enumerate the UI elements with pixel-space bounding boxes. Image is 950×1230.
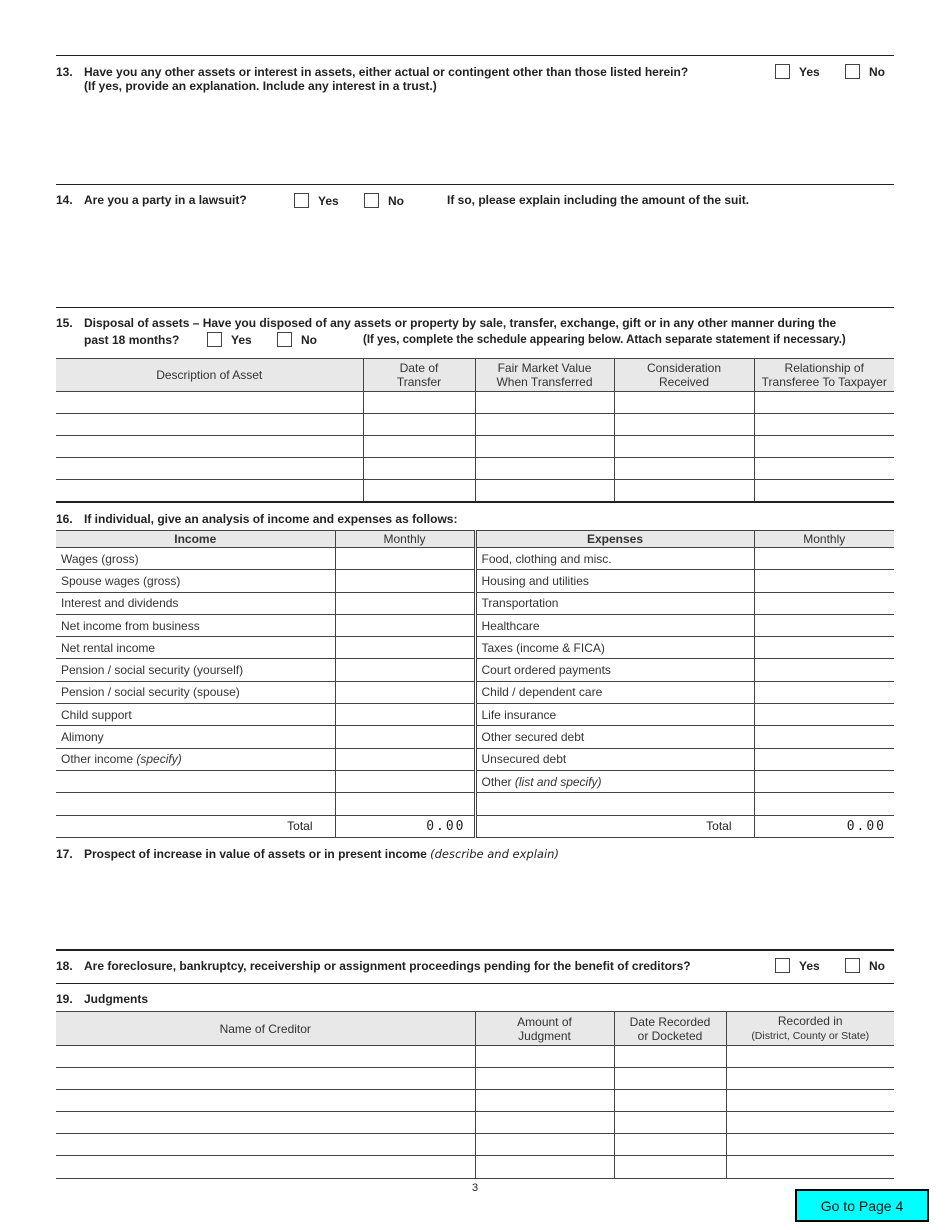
transfer-date-input[interactable] — [364, 440, 475, 454]
date-recorded-input[interactable] — [615, 1072, 726, 1086]
expense-label-text: Life insurance — [481, 707, 557, 722]
income-monthly-input[interactable] — [336, 619, 474, 633]
judgment-amount-input[interactable] — [476, 1116, 614, 1130]
consideration-input[interactable] — [615, 462, 754, 476]
income-monthly-input[interactable] — [336, 552, 474, 566]
income-label-text: Other income — [61, 752, 137, 767]
fmv-input[interactable] — [476, 396, 614, 410]
expense-monthly-header: Monthly — [754, 531, 894, 548]
date-recorded-input[interactable] — [615, 1138, 726, 1152]
creditor-name-input[interactable] — [56, 1116, 475, 1130]
income-label-text: Alimony — [61, 730, 104, 745]
expense-label — [477, 730, 754, 744]
judgments-table — [56, 1011, 894, 1179]
expense-monthly-input[interactable] — [755, 552, 895, 566]
income-header: Income — [56, 531, 335, 548]
expense-label — [477, 708, 754, 722]
relationship-input[interactable] — [755, 462, 895, 476]
asset-description-input[interactable] — [56, 483, 363, 497]
relationship-input[interactable] — [755, 396, 895, 410]
income-label — [56, 685, 335, 699]
expense-monthly-input[interactable] — [755, 596, 895, 610]
expense-label-text: Unsecured debt — [481, 752, 567, 767]
table-row — [56, 1112, 894, 1134]
totals-row — [56, 815, 894, 837]
judgment-amount-input[interactable] — [476, 1072, 614, 1086]
transfer-date-input[interactable] — [364, 483, 475, 497]
recorded-in-input[interactable] — [727, 1138, 895, 1152]
q14-no-checkbox[interactable]: No — [364, 193, 404, 208]
expense-label — [477, 775, 754, 789]
income-monthly-input[interactable] — [336, 663, 474, 677]
creditor-name-input[interactable] — [56, 1072, 475, 1086]
expenses-header: Expenses — [475, 531, 754, 548]
expense-label-hint: (list and specify) — [514, 774, 602, 789]
income-monthly-input[interactable] — [336, 574, 474, 588]
checkbox-box[interactable] — [775, 958, 790, 973]
income-label — [56, 574, 335, 588]
expense-label-text: Taxes (income & FICA) — [481, 640, 605, 655]
expense-label-text: Transportation — [481, 596, 559, 611]
expense-label — [477, 641, 754, 655]
judgment-amount-input[interactable] — [476, 1094, 614, 1108]
expense-label — [477, 552, 754, 566]
income-monthly-input[interactable] — [336, 730, 474, 744]
income-label-text: Spouse wages (gross) — [61, 573, 181, 588]
relationship-input[interactable] — [755, 483, 895, 497]
creditor-name-input[interactable] — [56, 1094, 475, 1108]
col-fair-market-value: Fair Market Value When Transferred — [475, 359, 614, 392]
expense-monthly-input[interactable] — [755, 708, 895, 722]
fmv-input[interactable] — [476, 483, 614, 497]
expense-label-text: Food, clothing and misc. — [481, 551, 612, 566]
checkbox-box[interactable] — [207, 332, 222, 347]
expense-monthly-input[interactable] — [755, 663, 895, 677]
transfer-date-input[interactable] — [364, 396, 475, 410]
expense-monthly-input[interactable] — [755, 641, 895, 655]
expense-monthly-input[interactable] — [755, 619, 895, 633]
income-expense-row — [56, 681, 894, 703]
table-row — [56, 1046, 894, 1068]
q17-text: 17. Prospect of increase in value of assets or in present income (describe and explain) — [56, 847, 559, 861]
date-recorded-input[interactable] — [615, 1116, 726, 1130]
page-number: 3 — [471, 1182, 479, 1194]
income-expense-row — [56, 704, 894, 726]
income-monthly-input[interactable] — [336, 775, 474, 789]
checkbox-box[interactable] — [364, 193, 379, 208]
income-total-value: 0.00 — [335, 815, 475, 837]
date-recorded-input[interactable] — [615, 1160, 726, 1174]
expense-label-text: Other secured debt — [481, 730, 585, 745]
creditor-name-input[interactable] — [56, 1160, 475, 1174]
q15-no-checkbox[interactable]: No — [277, 332, 317, 347]
expense-monthly-input[interactable] — [755, 752, 895, 766]
date-recorded-input[interactable] — [615, 1050, 726, 1064]
expense-label-text: Healthcare — [481, 618, 540, 633]
q13-subtext: (If yes, provide an explanation. Include any interest in a trust.) — [84, 79, 437, 93]
divider — [56, 307, 894, 308]
judgment-amount-input[interactable] — [476, 1160, 614, 1174]
income-expense-row — [56, 793, 894, 815]
date-recorded-input[interactable] — [615, 1094, 726, 1108]
income-monthly-input[interactable] — [336, 797, 474, 811]
q15-text: 15. Disposal of assets – Have you disposed of any assets or property by sale, transfer, exchange, gift or in any other manner during the — [56, 316, 837, 330]
relationship-input[interactable] — [755, 440, 895, 454]
expense-label-text: Court ordered payments — [481, 663, 611, 678]
income-expense-table — [56, 530, 894, 838]
recorded-in-input[interactable] — [727, 1160, 895, 1174]
col-recorded-in: Recorded in (District, County or State) — [726, 1012, 894, 1046]
q14-text: 14. Are you a party in a lawsuit? — [56, 193, 247, 207]
q17-explanation-field[interactable] — [56, 866, 894, 946]
income-label — [56, 752, 335, 766]
transfer-date-input[interactable] — [364, 418, 475, 432]
table-row — [56, 1134, 894, 1156]
col-date-of-transfer: Date of Transfer — [363, 359, 475, 392]
expense-label — [477, 574, 754, 588]
income-label — [56, 708, 335, 722]
income-expense-row — [56, 748, 894, 770]
asset-description-input[interactable] — [56, 396, 363, 410]
q16-text: 16. If individual, give an analysis of income and expenses as follows: — [56, 512, 458, 526]
expense-label — [477, 619, 754, 633]
fmv-input[interactable] — [476, 418, 614, 432]
checkbox-box[interactable] — [775, 64, 790, 79]
income-label — [56, 552, 335, 566]
income-monthly-input[interactable] — [336, 641, 474, 655]
income-expense-row — [56, 592, 894, 614]
expense-label — [477, 596, 754, 610]
income-monthly-input[interactable] — [336, 596, 474, 610]
table-row — [56, 458, 894, 480]
q13-no-checkbox[interactable]: No — [845, 64, 885, 79]
go-to-page-4-button[interactable]: Go to Page 4 — [795, 1189, 929, 1222]
table-row — [56, 1156, 894, 1179]
checkbox-box[interactable] — [294, 193, 309, 208]
table-row — [56, 414, 894, 436]
recorded-in-input[interactable] — [727, 1050, 895, 1064]
judgment-amount-input[interactable] — [476, 1050, 614, 1064]
income-total-label: Total — [56, 815, 335, 837]
disposal-table — [56, 358, 894, 503]
checkbox-box[interactable] — [845, 64, 860, 79]
col-consideration: Consideration Received — [614, 359, 754, 392]
divider — [56, 949, 894, 951]
q15-note: (If yes, complete the schedule appearing below. Attach separate statement if necessary.) — [363, 334, 846, 346]
asset-description-input[interactable] — [56, 462, 363, 476]
relationship-input[interactable] — [755, 418, 895, 432]
income-label-text: Net income from business — [61, 618, 200, 633]
income-label-text: Pension / social security (spouse) — [61, 685, 240, 700]
income-label-text: Child support — [61, 707, 132, 722]
income-label — [56, 619, 335, 633]
asset-description-input[interactable] — [56, 440, 363, 454]
q15-yes-checkbox[interactable]: Yes — [207, 332, 252, 347]
col-creditor: Name of Creditor — [56, 1012, 475, 1046]
income-expense-row — [56, 659, 894, 681]
income-monthly-header: Monthly — [335, 531, 475, 548]
recorded-in-input[interactable] — [727, 1116, 895, 1130]
col-amount: Amount of Judgment — [475, 1012, 614, 1046]
col-description: Description of Asset — [56, 359, 363, 392]
table-row — [56, 1068, 894, 1090]
income-label-text: Pension / social security (yourself) — [61, 663, 244, 678]
q19-text: 19. Judgments — [56, 992, 149, 1006]
income-label-text: Interest and dividends — [61, 596, 179, 611]
table-row — [56, 480, 894, 502]
expense-label — [477, 752, 754, 766]
income-label — [56, 730, 335, 744]
judgment-amount-input[interactable] — [476, 1138, 614, 1152]
q13-text: 13. Have you any other assets or interest in assets, either actual or contingent other than those listed herein? — [56, 65, 689, 79]
recorded-in-input[interactable] — [727, 1094, 895, 1108]
income-label — [56, 663, 335, 677]
expense-label-text: Other — [481, 774, 515, 789]
q18-yes-checkbox[interactable]: Yes — [775, 958, 820, 973]
income-label — [56, 641, 335, 655]
expense-monthly-input[interactable] — [755, 685, 895, 699]
expense-label — [477, 663, 754, 677]
q14-yes-checkbox[interactable]: Yes — [294, 193, 339, 208]
income-expense-row — [56, 637, 894, 659]
expense-monthly-input[interactable] — [755, 797, 895, 811]
income-expense-row — [56, 770, 894, 792]
recorded-in-input[interactable] — [727, 1072, 895, 1086]
expense-total-label: Total — [475, 815, 754, 837]
transfer-date-input[interactable] — [364, 462, 475, 476]
divider — [56, 983, 894, 984]
income-expense-row — [56, 570, 894, 592]
expense-monthly-input[interactable] — [755, 775, 895, 789]
table-row — [56, 1090, 894, 1112]
expense-monthly-input[interactable] — [755, 574, 895, 588]
creditor-name-input[interactable] — [56, 1138, 475, 1152]
checkbox-box[interactable] — [277, 332, 292, 347]
income-label-hint: (specify) — [136, 752, 182, 767]
col-date-recorded: Date Recorded or Docketed — [614, 1012, 726, 1046]
income-label-text: Net rental income — [61, 640, 156, 655]
q14-explanation-field[interactable] — [56, 212, 894, 304]
q18-text: 18. Are foreclosure, bankruptcy, receivership or assignment proceedings pending for the benefit of creditors? — [56, 959, 691, 973]
income-label — [56, 596, 335, 610]
income-expense-row — [56, 614, 894, 636]
fmv-input[interactable] — [476, 462, 614, 476]
q13-yes-checkbox[interactable]: Yes — [775, 64, 820, 79]
expense-monthly-input[interactable] — [755, 730, 895, 744]
expense-label — [477, 685, 754, 699]
income-monthly-input[interactable] — [336, 752, 474, 766]
checkbox-box[interactable] — [845, 958, 860, 973]
income-expense-row — [56, 726, 894, 748]
income-expense-row — [56, 548, 894, 570]
col-relationship: Relationship of Transferee To Taxpayer — [754, 359, 894, 392]
divider — [56, 184, 894, 185]
divider — [56, 55, 894, 56]
q14-note: If so, please explain including the amount of the suit. — [447, 193, 750, 207]
consideration-input[interactable] — [615, 396, 754, 410]
income-label-text: Wages (gross) — [61, 551, 139, 566]
consideration-input[interactable] — [615, 418, 754, 432]
creditor-name-input[interactable] — [56, 1050, 475, 1064]
q13-explanation-field[interactable] — [56, 96, 894, 180]
q18-no-checkbox[interactable]: No — [845, 958, 885, 973]
income-monthly-input[interactable] — [336, 685, 474, 699]
table-row — [56, 392, 894, 414]
asset-description-input[interactable] — [56, 418, 363, 432]
income-monthly-input[interactable] — [336, 708, 474, 722]
consideration-input[interactable] — [615, 440, 754, 454]
q15-text-continued: past 18 months? — [84, 333, 180, 347]
consideration-input[interactable] — [615, 483, 754, 497]
expense-label-text: Child / dependent care — [481, 685, 603, 700]
fmv-input[interactable] — [476, 440, 614, 454]
table-row — [56, 436, 894, 458]
expense-label-text: Housing and utilities — [481, 573, 589, 588]
expense-total-value: 0.00 — [754, 815, 894, 837]
